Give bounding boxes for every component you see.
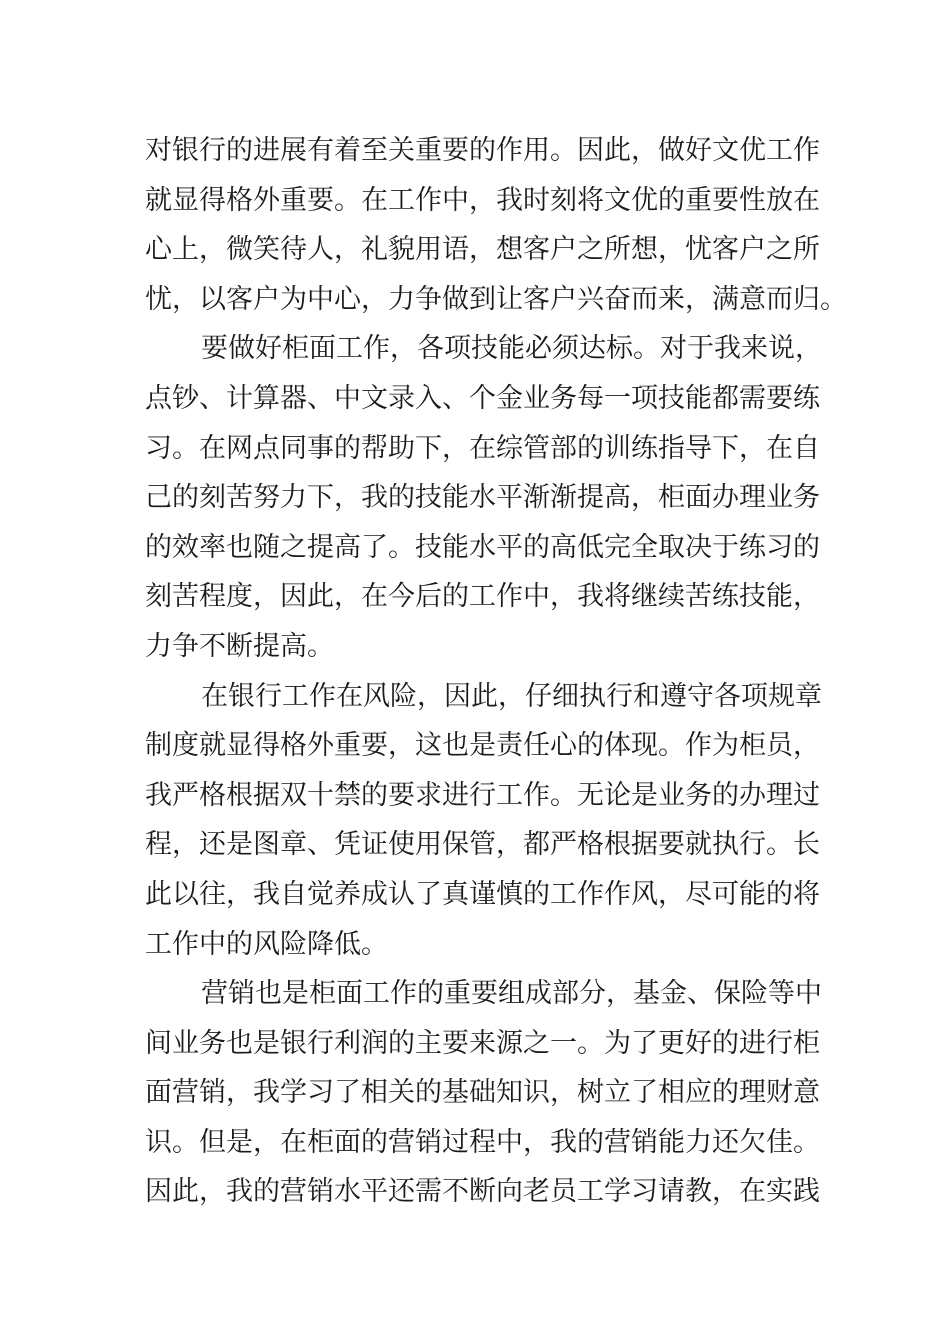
- text-line: 工作中的风险降低。: [145, 928, 388, 960]
- text-line: 力争不断提高。: [145, 630, 334, 662]
- text-line: 刻苦程度，因此，在今后的工作中，我将继续苦练技能，: [145, 581, 820, 613]
- text-line: 此以往，我自觉养成认了真谨慎的工作作风，尽可能的将: [145, 878, 820, 910]
- body-text: [145, 126, 847, 1217]
- text-line: 就显得格外重要。在工作中，我时刻将文优的重要性放在: [145, 184, 820, 216]
- text-line: 习。在网点同事的帮助下，在综管部的训练指导下，在自: [145, 432, 820, 464]
- text-line: 对银行的进展有着至关重要的作用。因此，做好文优工作: [145, 135, 820, 166]
- text-line: 因此，我的营销水平还需不断向老员工学习请教，在实践: [145, 1176, 820, 1208]
- text-line: 忧，以客户为中心，力争做到让客户兴奋而来，满意而归。: [145, 283, 847, 315]
- paragraph-4: [145, 969, 822, 1217]
- text-line: 面营销，我学习了相关的基础知识，树立了相应的理财意: [145, 1077, 820, 1109]
- text-line: 程，还是图章、凭证使用保管，都严格根据要就执行。长: [145, 829, 820, 861]
- text-line: 营销也是柜面工作的重要组成部分，基金、保险等中: [201, 978, 822, 1010]
- paragraph-2: [145, 324, 822, 671]
- text-line: 要做好柜面工作，各项技能必须达标。对于我来说，: [201, 333, 822, 365]
- text-line: 间业务也是银行利润的主要来源之一。为了更好的进行柜: [145, 1027, 820, 1059]
- text-line: 在银行工作在风险，因此，仔细执行和遵守各项规章: [201, 680, 822, 712]
- text-line: 的效率也随之提高了。技能水平的高低完全取决于练习的: [145, 531, 820, 563]
- text-line: 制度就显得格外重要，这也是责任心的体现。作为柜员，: [145, 730, 820, 762]
- paragraph-3: [145, 672, 822, 970]
- text-line: 识。但是，在柜面的营销过程中，我的营销能力还欠佳。: [145, 1126, 820, 1158]
- text-line: 己的刻苦努力下，我的技能水平渐渐提高，柜面办理业务: [145, 482, 820, 514]
- text-line: 我严格根据双十禁的要求进行工作。无论是业务的办理过: [145, 779, 820, 811]
- paragraph-1: [145, 126, 847, 324]
- text-line: 心上，微笑待人，礼貌用语，想客户之所想，忧客户之所: [145, 234, 820, 266]
- text-line: 点钞、计算器、中文录入、个金业务每一项技能都需要练: [145, 382, 820, 414]
